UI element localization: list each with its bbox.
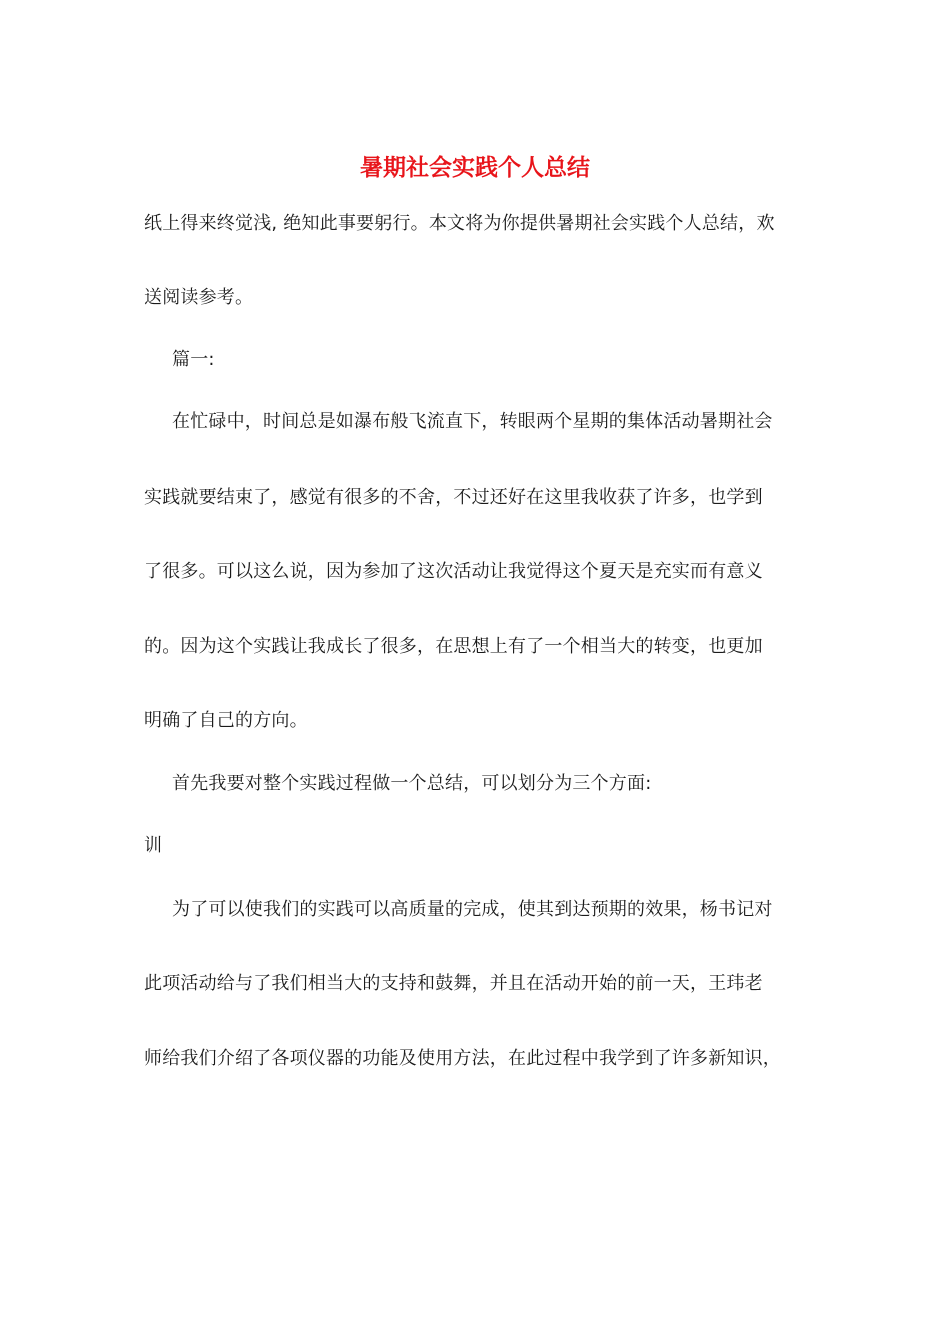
- subheading: 训: [144, 835, 163, 856]
- paragraph1-line-1: 在忙碌中，时间总是如瀑布般飞流直下，转眼两个星期的集体活动暑期社会: [172, 411, 773, 432]
- document-title: 暑期社会实践个人总结: [360, 154, 590, 181]
- section-label: 篇一:: [172, 349, 215, 370]
- summary-line: 首先我要对整个实践过程做一个总结，可以划分为三个方面:: [172, 773, 652, 794]
- paragraph1-line-4: 的。因为这个实践让我成长了很多，在思想上有了一个相当大的转变，也更加: [144, 636, 763, 657]
- paragraph1-line-2: 实践就要结束了，感觉有很多的不舍，不过还好在这里我收获了许多，也学到: [144, 487, 763, 508]
- intro-line-2: 送阅读参考。: [144, 287, 254, 308]
- paragraph2-line-1: 为了可以使我们的实践可以高质量的完成，使其到达预期的效果，杨书记对: [172, 899, 773, 920]
- intro-line-1: 纸上得来终觉浅, 绝知此事要躬行。本文将为你提供暑期社会实践个人总结，欢: [144, 213, 775, 234]
- paragraph2-line-2: 此项活动给与了我们相当大的支持和鼓舞，并且在活动开始的前一天，王玮老: [144, 973, 763, 994]
- paragraph1-line-5: 明确了自己的方向。: [144, 710, 308, 731]
- paragraph1-line-3: 了很多。可以这么说，因为参加了这次活动让我觉得这个夏天是充实而有意义: [144, 561, 763, 582]
- paragraph2-line-3: 师给我们介绍了各项仪器的功能及使用方法，在此过程中我学到了许多新知识，: [144, 1048, 781, 1069]
